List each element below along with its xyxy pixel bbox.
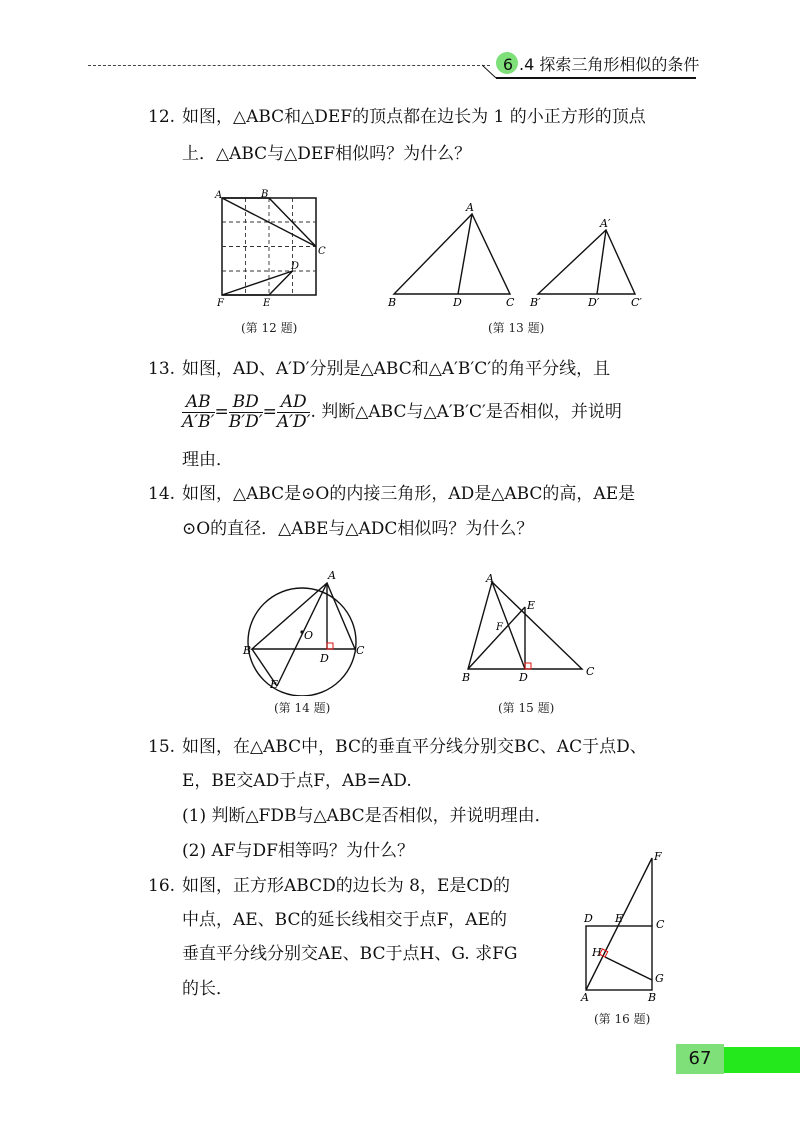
problem-16-line-4: 的长． [182, 979, 233, 999]
fig15-label-E: E [527, 599, 536, 612]
fig13-label-C-prime: C′ [631, 296, 642, 309]
fig12-label-F: F [217, 298, 224, 309]
problem-12-line-2: 上．△ABC与△DEF相似吗？为什么？ [182, 144, 472, 164]
problem-12-line-1: 12. 如图，△ABC和△DEF的顶点都在边长为 1 的小正方形的顶点 [148, 107, 646, 127]
problem-13-number: 13. [148, 359, 176, 379]
fig16-label-F: F [654, 850, 662, 863]
problem-15-number: 15. [148, 737, 176, 757]
fig15-label-C: C [586, 665, 595, 678]
problem-15-line-1: 15. 如图，在△ABC中，BC的垂直平分线分别交BC、AC于点D、 [148, 737, 647, 757]
problem-14-line-1: 14. 如图，△ABC是⊙O的内接三角形，AD是△ABC的高，AE是 [148, 484, 636, 504]
fig12-label-E: E [263, 298, 271, 309]
fig16-label-G: G [655, 972, 664, 985]
figure-15 [452, 570, 612, 690]
fig16-label-A: A [581, 991, 589, 1004]
fig13-label-D-prime: D′ [588, 296, 600, 309]
problem-12-number: 12. [148, 107, 176, 127]
fig15-label-F: F [496, 622, 503, 633]
fig12-label-B: B [261, 189, 269, 200]
problem-16-number: 16. [148, 876, 176, 896]
fig14-label-O: O [304, 629, 314, 642]
fig13-label-A-prime: A′ [600, 217, 611, 230]
header-dashed-rule [88, 65, 490, 66]
fraction-bd: $\frac{BD}{B'D'}$ [228, 392, 263, 432]
figure-16 [576, 846, 676, 1006]
fig16-label-D: D [584, 912, 593, 925]
caption-13: (第 13 题) [488, 321, 545, 335]
fig14-label-C: C [356, 644, 365, 657]
problem-14-number: 14. [148, 484, 176, 504]
fraction-ab: $\frac{AB}{A'B'}$ [182, 392, 215, 432]
caption-16: (第 16 题) [594, 1012, 651, 1026]
problem-15-part-1: (1) 判断△FDB与△ABC是否相似，并说明理由． [182, 806, 552, 826]
fig16-label-B: B [648, 991, 657, 1004]
problem-16-line-2: 中点，AE、BC的延长线相交于点F，AE的 [182, 910, 507, 930]
fig15-label-B: B [462, 671, 471, 684]
caption-14: (第 14 题) [274, 701, 331, 715]
fig14-label-D: D [320, 652, 329, 665]
figure-12 [212, 188, 332, 313]
fig13-label-A: A [466, 201, 474, 214]
problem-16-line-1: 16. 如图，正方形ABCD的边长为 8，E是CD的 [148, 876, 510, 896]
fig13-label-B-prime: B′ [530, 296, 541, 309]
figure-14 [240, 566, 380, 696]
fig13-label-B: B [388, 296, 397, 309]
fig14-label-E: E [270, 678, 279, 691]
page-number: 67 [676, 1044, 724, 1074]
problem-15-part-2: (2) AF与DF相等吗？为什么？ [182, 841, 414, 861]
section-title: 6 .4 探索三角形相似的条件 [502, 55, 700, 74]
problem-13-line-2: $\frac{AB}{A'B'}$ = $\frac{BD}{B'D'}$ = $\frac{AD}{A'D'}$ . 判断△ABC与△A′B′C′是否相似，并说明 [182, 392, 622, 432]
page-number-bar [724, 1047, 800, 1073]
fig14-label-A: A [328, 569, 336, 582]
fig13-label-D: D [453, 296, 462, 309]
fig12-label-A: A [215, 190, 223, 201]
fig12-label-D: D [291, 261, 300, 272]
figure-13 [382, 198, 662, 313]
fig13-label-C: C [506, 296, 515, 309]
problem-14-line-2: ⊙O的直径．△ABE与△ADC相似吗？为什么？ [182, 519, 534, 539]
fig16-label-H: H [592, 946, 602, 959]
problem-15-line-2: E，BE交AD于点F，AB=AD. [182, 771, 412, 791]
fig15-label-A: A [486, 572, 494, 585]
fig16-label-E: E [615, 912, 624, 925]
fig16-label-C: C [656, 918, 665, 931]
problem-16-line-3: 垂直平分线分别交AE、BC于点H、G. 求FG [182, 944, 518, 964]
header-underline [496, 77, 696, 79]
fig14-label-B: B [243, 644, 252, 657]
caption-15: (第 15 题) [498, 701, 555, 715]
fig12-label-C: C [318, 246, 326, 257]
caption-12: (第 12 题) [241, 321, 298, 335]
problem-13-line-1: 13. 如图，AD、A′D′分别是△ABC和△A′B′C′的角平分线，且 [148, 359, 611, 379]
problem-13-line-3: 理由． [182, 450, 233, 470]
fig15-label-D: D [519, 671, 528, 684]
fraction-ad: $\frac{AD}{A'D'}$ [276, 392, 311, 432]
